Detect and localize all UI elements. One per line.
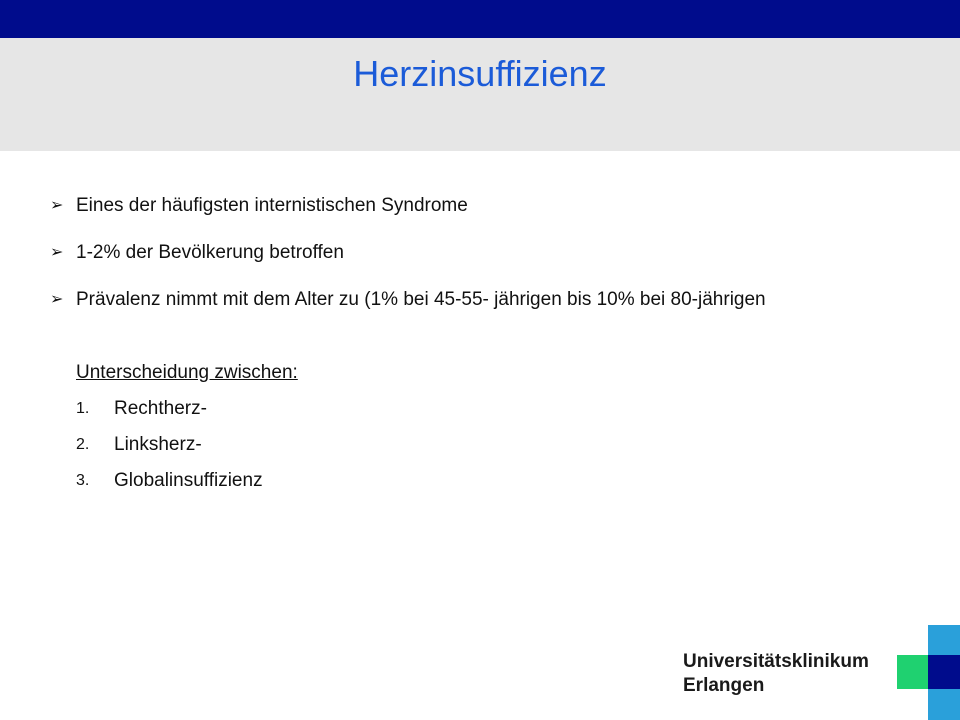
logo-square-navy xyxy=(928,655,960,689)
slide-title: Herzinsuffizienz xyxy=(353,53,607,94)
arrow-bullet-icon: ➢ xyxy=(50,244,64,261)
logo-line-2: Erlangen xyxy=(683,675,765,696)
university-logo xyxy=(683,650,869,698)
bullet-item xyxy=(50,186,880,225)
logo-square-green xyxy=(897,655,928,689)
bullet-item xyxy=(50,280,880,319)
logo-line-1: Universitätsklinikum xyxy=(683,651,869,672)
bullet-text: 1-2% der Bevölkerung betroffen xyxy=(76,242,344,263)
numbered-item xyxy=(76,391,880,427)
top-bar xyxy=(0,0,960,38)
bullet-text: Prävalenz nimmt mit dem Alter zu (1% bei 45-55- jährigen bis 10% bei 80-jährigen xyxy=(76,289,766,310)
item-text: Linksherz- xyxy=(114,434,202,455)
numbered-item xyxy=(76,463,880,499)
numbered-item xyxy=(76,427,880,463)
arrow-bullet-icon: ➢ xyxy=(50,291,64,308)
bullet-item xyxy=(50,233,880,272)
item-text: Rechtherz- xyxy=(114,398,207,419)
slide-content xyxy=(50,186,880,499)
item-number: 2. xyxy=(76,436,90,453)
item-number: 1. xyxy=(76,400,90,417)
bullet-text: Eines der häufigsten internistischen Syndrome xyxy=(76,195,468,216)
logo-square-cyan-bottom xyxy=(928,689,960,720)
subsection-heading: Unterscheidung zwischen: xyxy=(76,362,298,383)
arrow-bullet-icon: ➢ xyxy=(50,197,64,214)
subsection xyxy=(50,355,880,499)
item-text: Globalinsuffizienz xyxy=(114,470,263,491)
logo-square-cyan-top xyxy=(928,625,960,655)
item-number: 3. xyxy=(76,472,90,489)
